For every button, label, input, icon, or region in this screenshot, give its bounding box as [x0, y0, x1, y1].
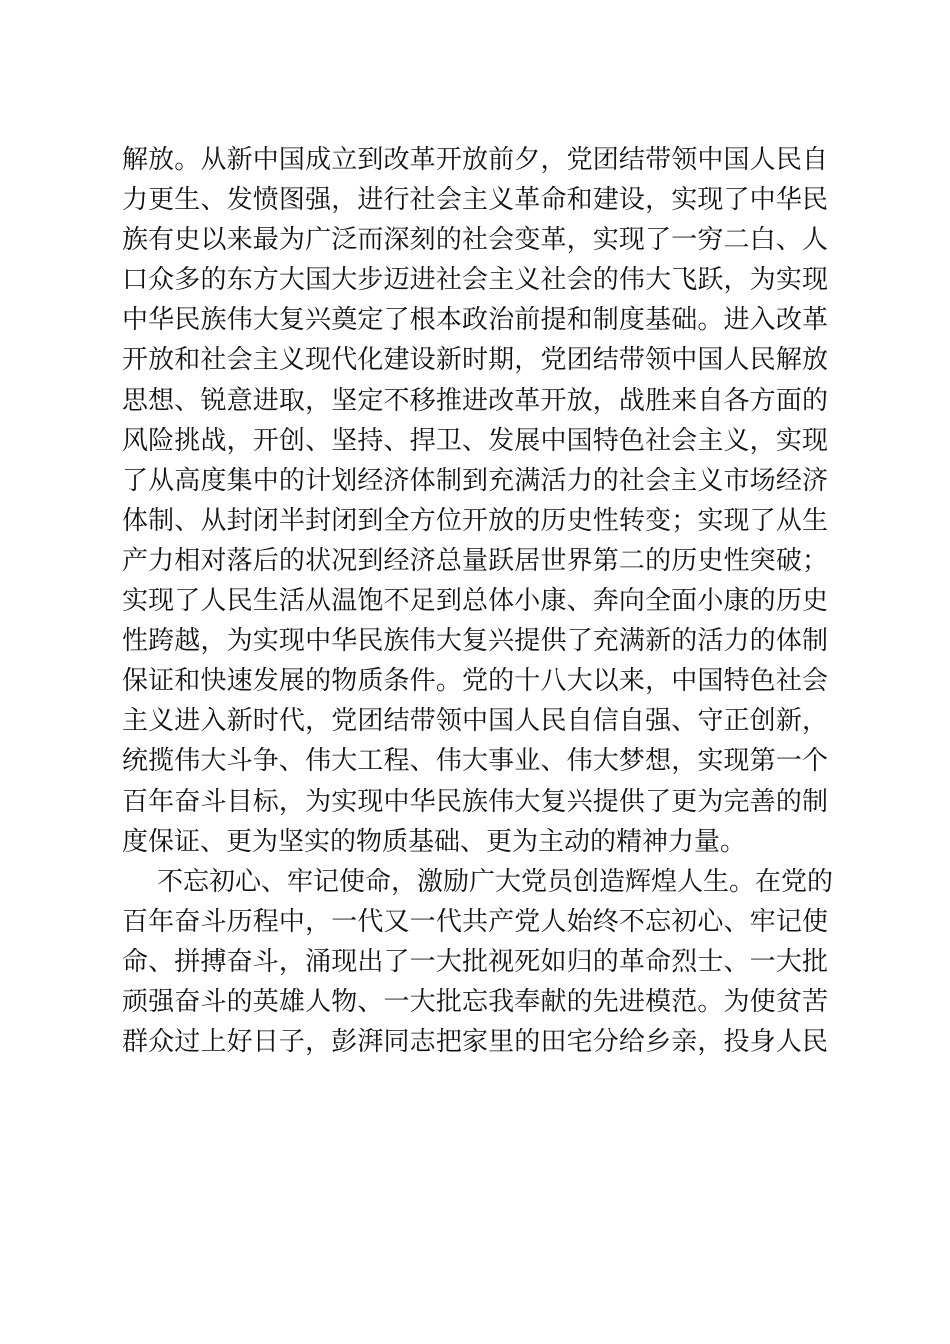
text-line: 主义进入新时代，党团结带领中国人民自信自强、守正创新，: [122, 706, 828, 737]
text-line: 口众多的东方大国大步迈进社会主义社会的伟大飞跃，为实现: [122, 265, 828, 296]
text-line: 解放。从新中国成立到改革开放前夕，党团结带领中国人民自: [122, 145, 828, 175]
paragraph-2: [122, 862, 834, 1062]
text-line: 命、拼搏奋斗，涌现出了一大批视死如归的革命烈士、一大批: [122, 946, 828, 977]
paragraph-1: [122, 140, 828, 862]
text-line: 产力相对落后的状况到经济总量跃居世界第二的历史性突破；: [122, 545, 828, 576]
body-text: [122, 140, 834, 1062]
text-line: 力更生、发愤图强，进行社会主义革命和建设，实现了中华民: [122, 185, 828, 216]
text-line: 了从高度集中的计划经济体制到充满活力的社会主义市场经济: [122, 465, 828, 496]
text-line: 思想、锐意进取，坚定不移推进改革开放，战胜来自各方面的: [122, 385, 828, 416]
text-line: 中华民族伟大复兴奠定了根本政治前提和制度基础。进入改革: [122, 305, 828, 336]
text-line: 顽强奋斗的英雄人物、一大批忘我奉献的先进模范。为使贫苦: [122, 986, 828, 1017]
text-line: 群众过上好日子，彭湃同志把家里的田宅分给乡亲，投身人民: [122, 1027, 828, 1058]
text-line: 体制、从封闭半封闭到全方位开放的历史性转变；实现了从生: [122, 505, 828, 536]
text-line: 族有史以来最为广泛而深刻的社会变革，实现了一穷二白、人: [122, 225, 828, 256]
text-line: 不忘初心、牢记使命，激励广大党员创造辉煌人生。在党的: [157, 866, 834, 897]
text-line: 风险挑战，开创、坚持、捍卫、发展中国特色社会主义，实现: [122, 425, 828, 456]
text-line: 统揽伟大斗争、伟大工程、伟大事业、伟大梦想，实现第一个: [122, 746, 828, 777]
text-line: 开放和社会主义现代化建设新时期，党团结带领中国人民解放: [122, 345, 828, 376]
text-line: 实现了人民生活从温饱不足到总体小康、奔向全面小康的历史: [122, 586, 828, 617]
text-line: 百年奋斗历程中，一代又一代共产党人始终不忘初心、牢记使: [122, 906, 828, 937]
text-line: 百年奋斗目标，为实现中华民族伟大复兴提供了更为完善的制: [122, 786, 828, 817]
text-line: 度保证、更为坚实的物质基础、更为主动的精神力量。: [122, 826, 747, 857]
text-line: 性跨越，为实现中华民族伟大复兴提供了充满新的活力的体制: [122, 626, 828, 657]
text-line: 保证和快速发展的物质条件。党的十八大以来，中国特色社会: [122, 666, 828, 697]
